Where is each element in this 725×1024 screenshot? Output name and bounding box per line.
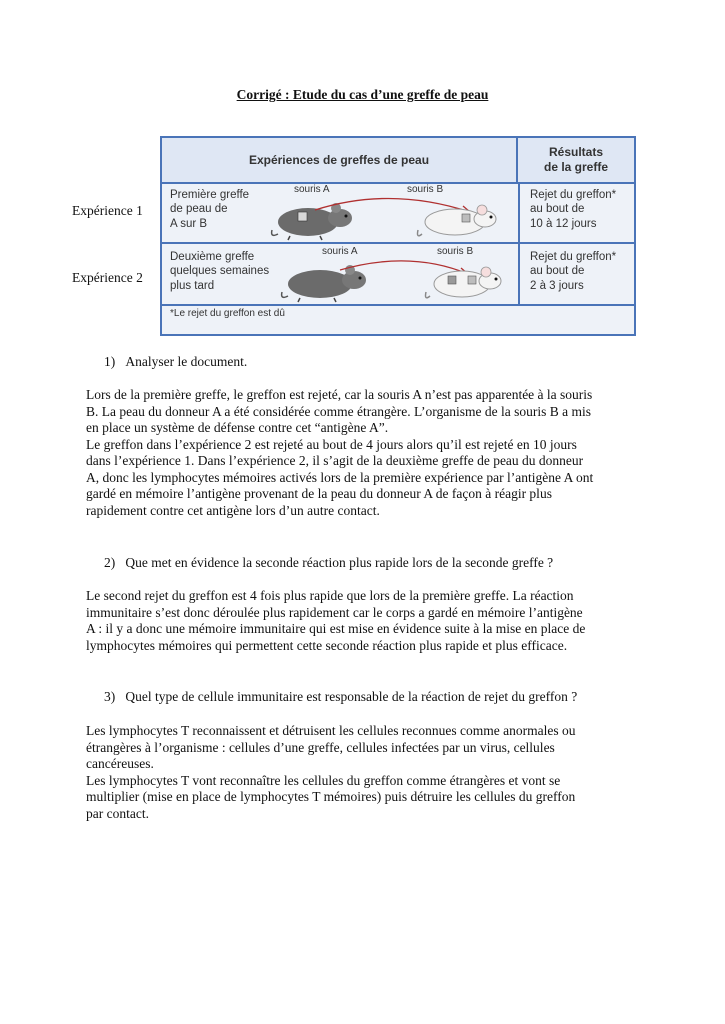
- row-2-mouse-b-label: souris B: [437, 246, 474, 257]
- answer-line: par contact.: [86, 805, 149, 821]
- question-3: 3) Quel type de cellule immunitaire est responsable de la réaction de rejet du greffon ?: [104, 689, 578, 704]
- row-1-mouse-b-icon: [418, 205, 497, 236]
- answer-line: rapidement contre cet antigène lors d’un autre contact.: [86, 502, 380, 518]
- answer-line: Les lymphocytes T reconnaissent et détruisent les cellules reconnues comme anormales ou: [86, 723, 576, 738]
- figure-header-results: Résultats de la greffe: [543, 145, 609, 174]
- answer-line: gardé en mémoire l’antigène provenant de la peau du donneur A de façon à réagir plus: [86, 486, 552, 501]
- question-2: 2) Que met en évidence la seconde réaction plus rapide lors de la seconde greffe ?: [104, 555, 554, 570]
- page-title: Corrigé : Etude du cas d’une greffe de peau: [236, 87, 489, 102]
- figure-header-experiments: Expériences de greffes de peau: [162, 138, 518, 182]
- answer-3: [86, 723, 640, 822]
- answer-line: Les lymphocytes T vont reconnaître les cellules du greffon comme étrangères et vont se: [86, 772, 561, 788]
- row-2-mouse-a-icon: [282, 265, 366, 302]
- answer-line: Le greffon dans l’expérience 2 est rejeté au bout de 4 jours alors qu’il est rejeté en 10 jours: [86, 436, 577, 452]
- answer-1: [86, 387, 640, 519]
- answer-line: A : il y a donc une mémoire immunitaire qui est mise en évidence suite à la mise en place de: [86, 621, 586, 636]
- answer-line: en place un système de défense contre cet “antigène A”.: [86, 420, 389, 435]
- answer-line: B. La peau du donneur A a été considérée comme étrangère. L’organisme de la souris B a mis: [86, 403, 591, 419]
- row-1-mouse-b-label: souris B: [407, 184, 444, 195]
- experiment-1-label: Expérience 1: [72, 203, 143, 218]
- answer-line: lymphocytes mémoires qui permettent cette seconde réaction plus rapide et plus efficace.: [86, 637, 568, 653]
- question-1: 1) Analyser le document.: [104, 354, 248, 369]
- row-2-mouse-a-label: souris A: [322, 246, 358, 257]
- answer-line: A, donc les lymphocytes mémoires activés lors de la première expérience par l’antigène A ont: [86, 469, 594, 485]
- row-1-description: Première greffe de peau de A sur B: [170, 189, 250, 230]
- row-2-result: Rejet du greffon* au bout de 2 à 3 jours: [518, 244, 634, 304]
- answer-line: multiplier (mise en place de lymphocytes T mémoires) puis détruire les cellules du greffon: [86, 789, 576, 804]
- answer-line: étrangères à l’organisme : cellules d’une greffe, cellules infectées par un virus, cellules: [86, 739, 555, 755]
- figure-footnote: *Le rejet du greffon est dû: [170, 308, 285, 319]
- answer-line: Lors de la première greffe, le greffon est rejeté, car la souris A n’est pas apparentée à la souris: [86, 387, 593, 402]
- answer-line: dans l’expérience 1. Dans l’expérience 2, il s’agit de la deuxième greffe de peau du donneur: [86, 453, 584, 468]
- experiment-2-label: Expérience 2: [72, 270, 143, 285]
- figure-header: [162, 138, 634, 184]
- row-2-mouse-b-icon: [426, 267, 502, 298]
- row-2-mice-illustration: [270, 254, 510, 304]
- figure-row-experiment-2: [162, 244, 634, 306]
- answer-2: [86, 588, 640, 654]
- row-1-result: Rejet du greffon* au bout de 10 à 12 jours: [518, 182, 634, 242]
- skin-graft-figure: [160, 136, 636, 336]
- row-1-mouse-a-label: souris A: [294, 184, 330, 195]
- row-1-mouse-a-icon: [272, 203, 352, 240]
- row-1-mice-illustration: [270, 192, 510, 242]
- row-2-description: Deuxième greffe quelques semaines plus tard: [170, 251, 270, 292]
- figure-row-experiment-1: [162, 182, 634, 244]
- answer-line: cancéreuses.: [86, 756, 154, 771]
- answer-line: immunitaire s’est donc déroulée plus rapidement car le corps a gardé en mémoire l’antigène: [86, 604, 583, 620]
- answer-line: Le second rejet du greffon est 4 fois plus rapide que lors de la première greffe. La réaction: [86, 588, 574, 603]
